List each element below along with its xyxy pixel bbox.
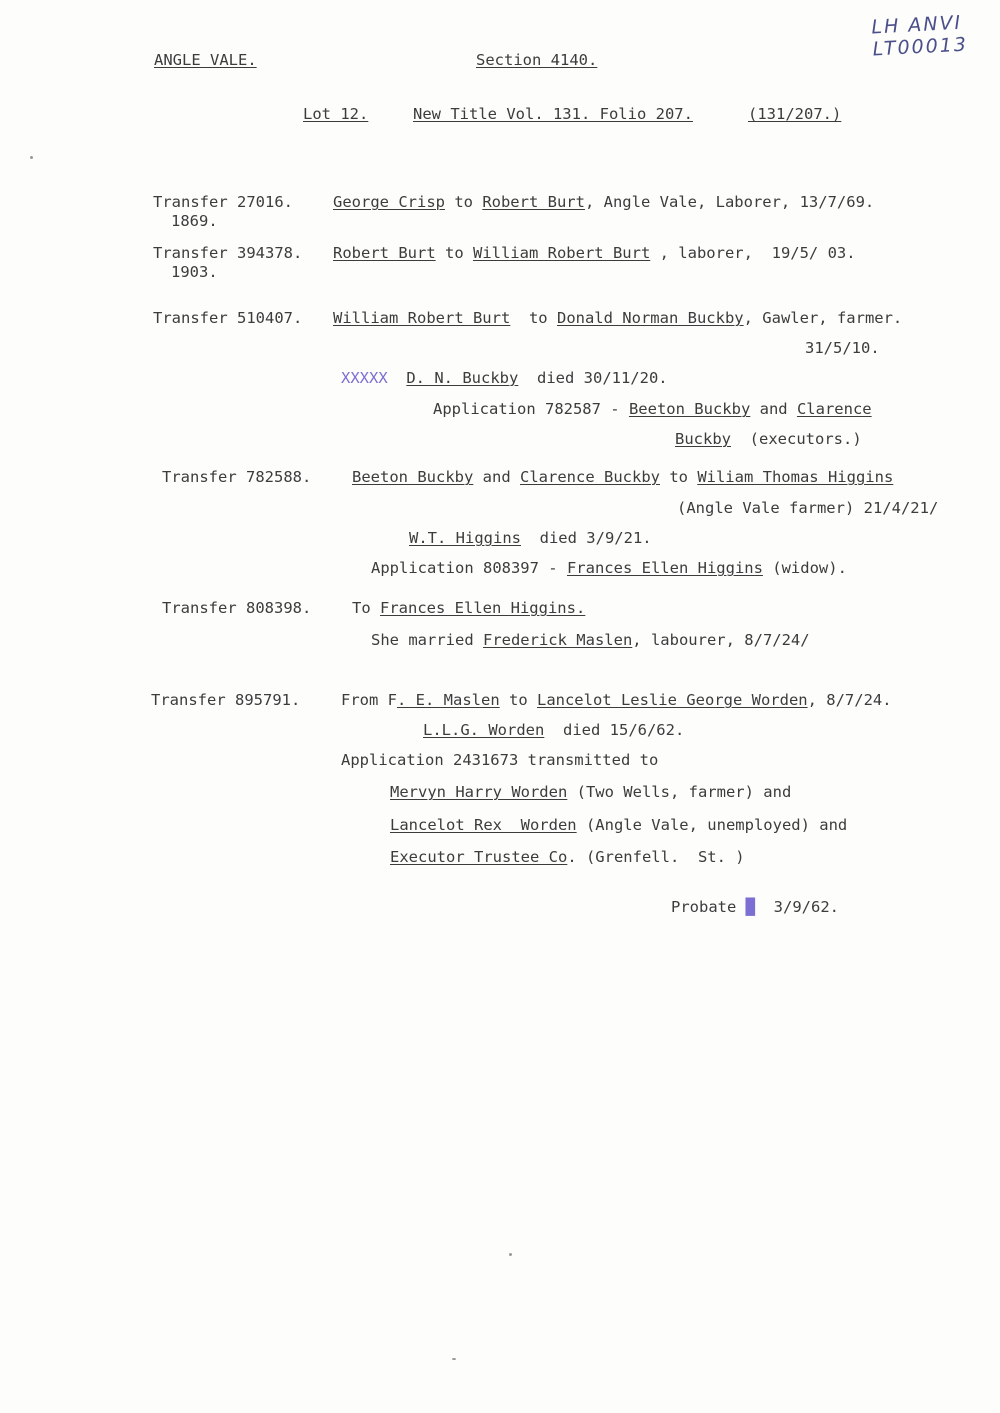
entry-text: to <box>499 691 537 709</box>
entry-text: 3/9/62. <box>773 898 839 916</box>
transfer-entry <box>352 467 893 487</box>
place-heading: ANGLE VALE. <box>154 51 257 69</box>
party-name: Frances Ellen Higgins <box>566 559 763 577</box>
handwritten-annotation <box>871 12 969 61</box>
entry-text: . (Grenfell. St. ) <box>567 848 745 866</box>
entry-text: Application 782587 - <box>433 400 629 418</box>
scan-speck <box>509 1253 512 1256</box>
party-name: Mervyn Harry Worden <box>390 783 568 801</box>
entry-text: , 8/7/24. <box>807 691 892 709</box>
entry-text: Probate <box>671 898 746 916</box>
transfer-date: 31/5/10. <box>805 339 880 357</box>
party-name: Clarence <box>796 400 872 418</box>
transfer-label: Transfer 27016. <box>153 193 293 211</box>
entry-text: (executors.) <box>731 430 862 448</box>
scan-speck <box>30 156 33 159</box>
application-note: Application 2431673 transmitted to <box>341 751 659 769</box>
beneficiary-line <box>390 815 847 835</box>
entry-text: to <box>435 244 473 262</box>
entry-text: To <box>352 599 380 617</box>
entry-text: to <box>510 309 557 327</box>
entry-text: , Angle Vale, Laborer, 13/7/69. <box>584 193 875 211</box>
party-name: Robert Burt <box>333 244 436 262</box>
party-name: Beeton Buckby <box>352 468 474 486</box>
entry-text: From F <box>341 691 397 709</box>
entry-text: Application 808397 - <box>371 559 567 577</box>
party-name: Buckby <box>675 430 731 448</box>
death-note <box>409 528 652 548</box>
party-name: Lancelot Leslie George Worden <box>536 691 808 709</box>
transfer-label: Transfer 510407. <box>153 309 303 327</box>
party-name: W.T. Higgins <box>409 529 521 547</box>
transfer-label: Transfer 782588. <box>162 468 312 486</box>
party-name: Lancelot Rex Worden <box>390 816 577 834</box>
transfer-year: 1903. <box>171 263 218 281</box>
death-note <box>341 368 668 388</box>
transfer-entry <box>333 243 856 263</box>
entry-text: died 15/6/62. <box>544 721 685 739</box>
title-reference: New Title Vol. 131. Folio 207. <box>413 105 693 123</box>
annotation-line-1: LH ANVI <box>870 11 963 39</box>
beneficiary-line <box>390 847 745 867</box>
marriage-note <box>371 630 810 650</box>
party-name: Executor Trustee Co <box>390 848 568 866</box>
transfer-entry <box>341 690 892 710</box>
party-name: L.L.G. Worden <box>423 721 545 739</box>
scan-speck <box>452 1358 456 1360</box>
application-note <box>433 399 872 419</box>
transfer-entry <box>333 308 902 328</box>
transfer-entry <box>333 192 874 212</box>
entry-text: and <box>473 468 520 486</box>
entry-text: , Gawler, farmer. <box>743 309 903 327</box>
entry-text: (Two Wells, farmer) and <box>567 783 792 801</box>
entry-text: to <box>659 468 698 486</box>
party-name: Frederick Maslen <box>482 631 633 649</box>
title-short-reference: (131/207.) <box>748 105 842 123</box>
entry-text: (widow). <box>762 559 847 577</box>
party-name: Beeton Buckby <box>628 400 751 418</box>
entry-text: , labourer, 8/7/24/ <box>632 631 810 649</box>
party-name: Clarence Buckby <box>520 468 660 486</box>
application-note <box>371 558 847 578</box>
entry-text: , laborer, 19/5/ 03. <box>650 244 856 262</box>
party-name: William Robert Burt <box>472 244 651 262</box>
entry-text: died 3/9/21. <box>520 529 652 547</box>
party-name: Frances Ellen Higgins. <box>380 599 586 617</box>
transfer-entry-cont: (Angle Vale farmer) 21/4/21/ <box>677 499 939 517</box>
entry-text: died 30/11/20. <box>518 369 668 387</box>
beneficiary-line <box>390 782 791 802</box>
transfer-year: 1869. <box>171 212 218 230</box>
lot-heading: Lot 12. <box>303 105 369 123</box>
entry-text: She married <box>371 631 483 649</box>
party-name: George Crisp <box>333 193 445 211</box>
transfer-label: Transfer 394378. <box>153 244 303 262</box>
transfer-label: Transfer 895791. <box>151 691 301 709</box>
probate-note <box>671 897 839 917</box>
party-name: Wiliam Thomas Higgins <box>697 468 894 486</box>
annotation-line-2: LT00013 <box>872 33 969 61</box>
entry-text: to <box>444 193 483 211</box>
party-name: D. N. Buckby <box>406 369 519 387</box>
party-name: Donald Norman Buckby <box>556 309 744 327</box>
entry-text: and <box>750 400 797 418</box>
struck-out-mark: █ <box>745 898 774 916</box>
party-name: Robert Burt <box>482 193 585 211</box>
party-name: William Robert Burt <box>333 309 511 327</box>
transfer-label: Transfer 808398. <box>162 599 312 617</box>
section-heading: Section 4140. <box>476 51 598 69</box>
death-note <box>423 720 684 740</box>
entry-text: (Angle Vale, unemployed) and <box>576 816 848 834</box>
application-note-cont <box>675 429 862 449</box>
transfer-entry <box>352 598 585 618</box>
party-name: . E. Maslen <box>397 691 500 709</box>
struck-out-mark: XXXXX <box>341 369 388 387</box>
